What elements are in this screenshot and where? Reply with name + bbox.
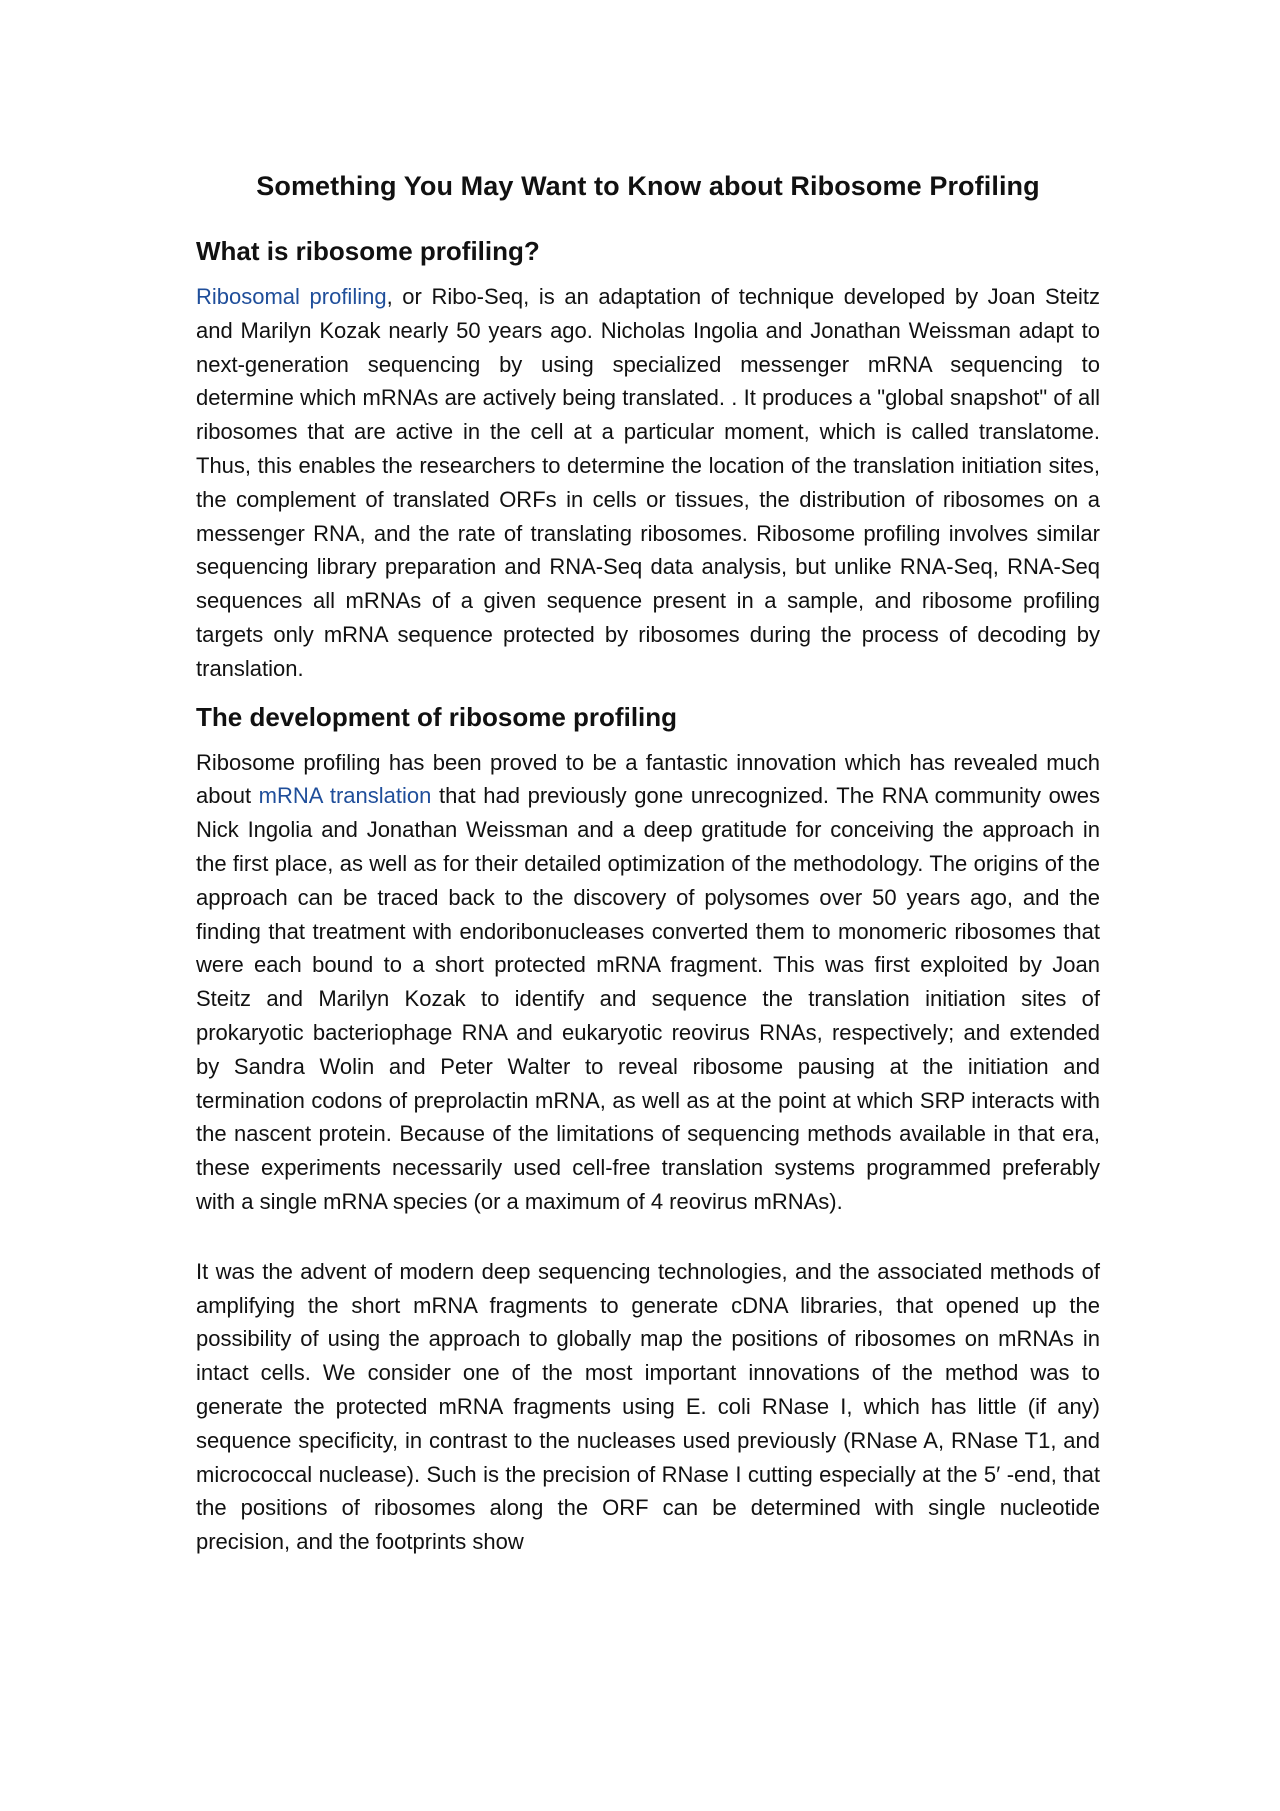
- section-heading-what-is: What is ribosome profiling?: [196, 236, 540, 266]
- paragraph-definition: [196, 280, 1100, 686]
- paragraph-history-text-end: that had previously gone unrecognized. The RNA community owes Nick Ingolia and Jonathan Weissman and a deep gratitude for conceiving the approach in the first place, as well as for their detailed optimization of the methodology. The origins of the approach can be traced back to the discovery of polysomes over 50 years ago, and the finding that treatment with endoribonucleases converted them to monomeric ribosomes that were each bound to a short protected mRNA fragment. This was first exploited by Joan Steitz and Marilyn Kozak to identify and sequence the translation initiation sites of prokaryotic bacteriophage RNA and eukaryotic reovirus RNAs, respectively; and extended by Sandra Wolin and Peter Walter to reveal ribosome pausing at the initiation and termination codons of preprolactin mRNA, as well as at the point at which SRP interacts with the nascent protein. Because of the limitations of sequencing methods available in that era, these experiments necessarily used cell-free translation systems programmed preferably with a single mRNA species (or a maximum of 4 reovirus mRNAs).: [196, 783, 1100, 1214]
- section-heading-development: The development of ribosome profiling: [196, 701, 678, 732]
- paragraph-deep-sequencing: It was the advent of modern deep sequencing technologies, and the associated methods of amplifying the short mRNA fragments to generate cDNA libraries, that opened up the possibility of using the approach to globally map the positions of ribosomes on mRNAs in intact cells. We consider one of the most important innovations of the method was to generate the protected mRNA fragments using E. coli RNase I, which has little (if any) sequence specificity, in contrast to the nucleases used previously (RNase A, RNase T1, and micrococcal nuclease). Such is the precision of RNase I cutting especially at the 5′ -end, that the positions of ribosomes along the ORF can be determined with single nucleotide precision, and the footprints show: [196, 1258, 1100, 1555]
- mrna-translation-link[interactable]: mRNA translation: [258, 783, 432, 809]
- paragraph-history-text-start: Ribosome profiling has been proved to be a fantastic innovation which has revealed much about: [196, 749, 1100, 809]
- paragraph-history: [196, 746, 1100, 1219]
- document-title: Something You May Want to Know about Ribosome Profiling: [256, 171, 1040, 201]
- paragraph-definition-text: , or Ribo-Seq, is an adaptation of technique developed by Joan Steitz and Marilyn Kozak nearly 50 years ago. Nicholas Ingolia and Jonathan Weissman adapt to next-generation sequencing by using specialized messenger mRNA sequencing to determine which mRNAs are actively being translated. . It produces a "global snapshot" of all ribosomes that are active in the cell at a particular moment, which is called translatome. Thus, this enables the researchers to determine the location of the translation initiation sites, the complement of translated ORFs in cells or tissues, the distribution of ribosomes on a messenger RNA, and the rate of translating ribosomes. Ribosome profiling involves similar sequencing library preparation and RNA-Seq data analysis, but unlike RNA-Seq, RNA-Seq sequences all mRNAs of a given sequence present in a sample, and ribosome profiling targets only mRNA sequence protected by ribosomes during the process of decoding by translation.: [196, 284, 1100, 681]
- ribosomal-profiling-link[interactable]: Ribosomal profiling: [196, 284, 387, 309]
- document-page: [196, 168, 1100, 1573]
